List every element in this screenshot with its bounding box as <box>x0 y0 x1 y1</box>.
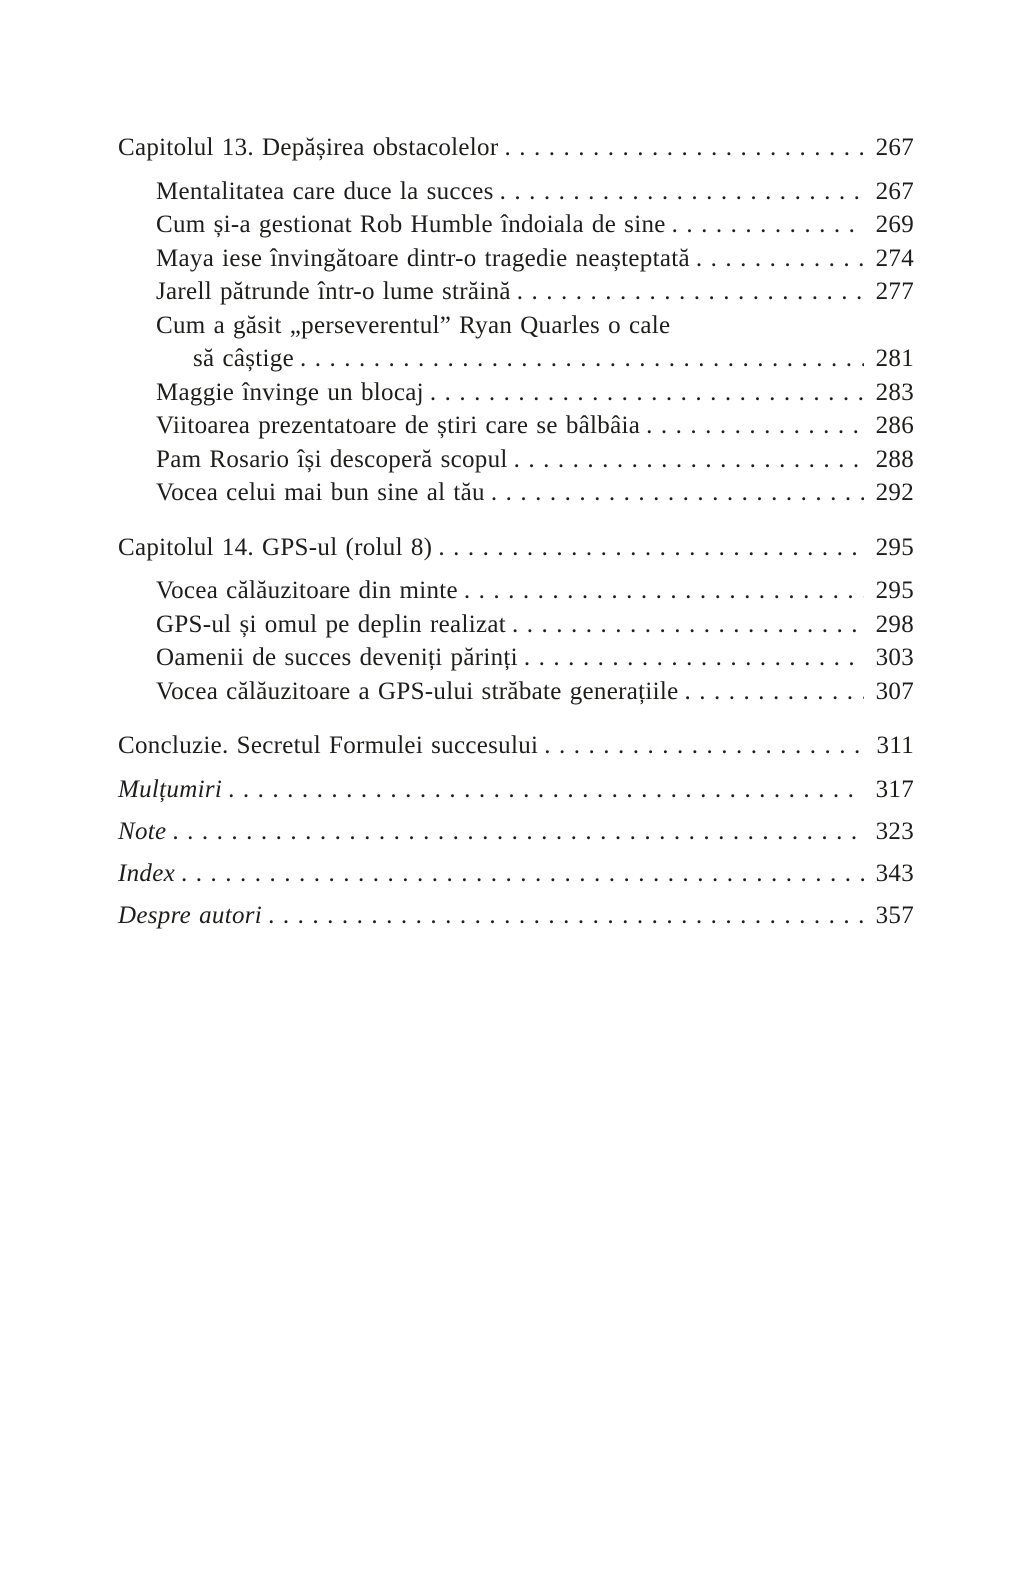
page-number: 307 <box>875 677 914 705</box>
dot-leader <box>646 409 864 443</box>
entry-title: Pam Rosario își descoperă scopul <box>156 445 508 473</box>
dot-leader <box>504 131 864 165</box>
dot-leader <box>491 476 864 510</box>
dot-leader <box>685 675 864 709</box>
dot-leader <box>544 729 864 763</box>
toc-entry <box>118 899 914 933</box>
dot-leader <box>672 208 864 242</box>
page-number: 277 <box>875 278 914 305</box>
page-number: 295 <box>875 577 914 604</box>
entry-title: Concluzie. Secretul Formulei succesului <box>118 732 539 759</box>
entry-title: Note <box>118 817 167 845</box>
dot-leader <box>300 342 864 376</box>
dot-leader <box>430 376 864 410</box>
entry-title: GPS-ul și omul pe deplin realizat <box>156 610 506 638</box>
page-number: 269 <box>875 211 914 238</box>
entry-title: Mulțumiri <box>118 775 223 803</box>
toc-entry <box>118 773 914 807</box>
dot-leader <box>438 531 864 565</box>
entry-title: Capitolul 14. GPS-ul (rolul 8) <box>118 533 433 561</box>
toc-entry <box>118 175 914 209</box>
entry-title: Oamenii de succes deveniți părinți <box>156 644 518 671</box>
dot-leader <box>514 443 864 477</box>
toc-entry <box>118 729 914 763</box>
page-number: 357 <box>875 901 914 929</box>
toc-entry <box>118 675 914 709</box>
dot-leader <box>524 641 864 675</box>
dot-leader <box>464 574 864 608</box>
page-number: 311 <box>876 732 914 759</box>
page-number: 323 <box>875 817 914 845</box>
entry-title: Vocea călăuzitoare din minte <box>156 577 458 604</box>
page-number: 343 <box>875 859 914 887</box>
entry-title: Despre autori <box>118 901 263 929</box>
dot-leader <box>696 242 864 276</box>
toc-entry <box>118 815 914 849</box>
toc-entry <box>118 641 914 675</box>
entry-title: să câștige <box>193 345 294 372</box>
page-number: 317 <box>875 775 914 803</box>
toc-entry <box>118 309 914 343</box>
entry-title: Capitolul 13. Depășirea obstacolelor <box>118 134 499 161</box>
entry-title: Jarell pătrunde într-o lume străină <box>156 278 511 305</box>
dot-leader <box>172 815 864 849</box>
page-number: 298 <box>875 610 914 638</box>
toc-entry <box>118 342 914 376</box>
entry-title: Cum a găsit „perseverentul” Ryan Quarles o cale <box>156 311 671 339</box>
dot-leader <box>517 275 864 309</box>
dot-leader <box>228 773 864 807</box>
toc-entry <box>118 242 914 276</box>
dot-leader <box>500 175 864 209</box>
toc-entry <box>118 857 914 891</box>
entry-title: Mentalitatea care duce la succes <box>156 177 494 205</box>
page-number: 295 <box>875 533 914 561</box>
entry-title: Cum și-a gestionat Rob Humble îndoiala de sine <box>156 211 666 238</box>
toc-entry <box>118 275 914 309</box>
toc-entry <box>118 409 914 443</box>
page-number: 281 <box>875 345 914 372</box>
page-number: 267 <box>875 177 914 205</box>
toc-entry <box>118 574 914 608</box>
toc-entry <box>118 443 914 477</box>
page-number: 267 <box>875 134 914 161</box>
toc-list <box>118 131 914 933</box>
entry-title: Viitoarea prezentatoare de știri care se bâlbâia <box>156 412 641 439</box>
dot-leader <box>512 608 864 642</box>
entry-title: Vocea celui mai bun sine al tău <box>156 479 485 506</box>
page-number: 286 <box>875 412 914 439</box>
dot-leader <box>181 857 864 891</box>
toc-entry <box>118 376 914 410</box>
toc-entry <box>118 208 914 242</box>
toc-entry <box>118 531 914 565</box>
entry-title: Maya iese învingătoare dintr-o tragedie neașteptată <box>156 244 690 272</box>
page-number: 283 <box>875 378 914 406</box>
page-number: 274 <box>875 244 914 272</box>
entry-title: Maggie învinge un blocaj <box>156 378 424 406</box>
page-number: 288 <box>875 445 914 473</box>
entry-title: Vocea călăuzitoare a GPS-ului străbate generațiile <box>156 677 679 705</box>
dot-leader <box>268 899 864 933</box>
toc-entry <box>118 608 914 642</box>
page-number: 292 <box>875 479 914 506</box>
page-number: 303 <box>875 644 914 671</box>
toc-entry <box>118 476 914 510</box>
entry-title: Index <box>118 859 176 887</box>
toc-entry <box>118 131 914 165</box>
